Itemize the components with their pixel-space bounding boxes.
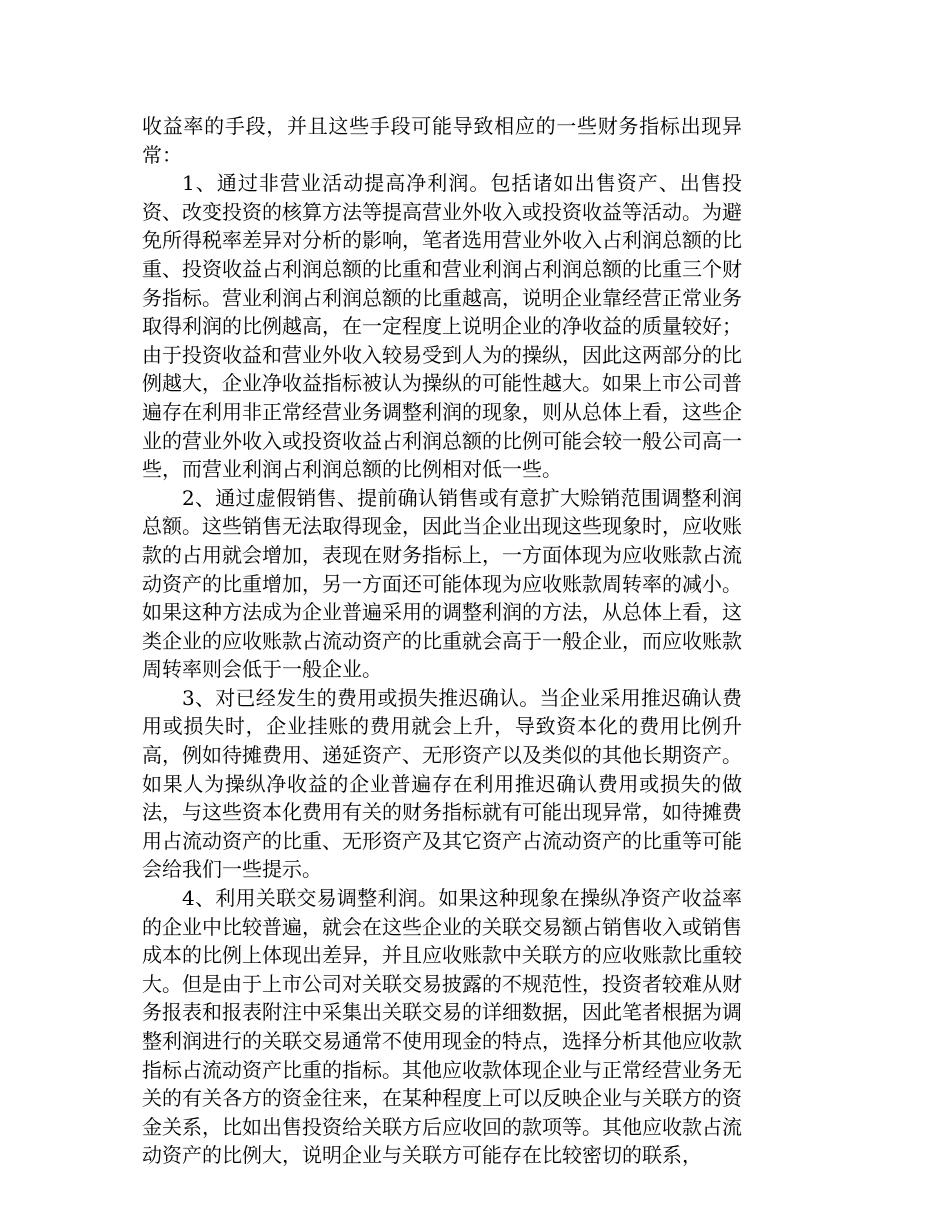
paragraph-item-1: 1、通过非营业活动提高净利润。包括诸如出售资产、出售投资、改变投资的核算方法等提高营业外收入或投资收益等活动。为避免所得税率差异对分析的影响，笔者选用营业外收入占利润总额的比重、投资收益占利润总额的比重和营业利润占利润总额的比重三个财务指标。营业利润占利润总额的比重越高，说明企业靠经营正常业务取得利润的比例越高，在一定程度上说明企业的净收益的质量较好；由于投资收益和营业外收入较易受到人为的操纵，因此这两部分的比例越大，企业净收益指标被认为操纵的可能性越大。如果上市公司普遍存在利用非正常经营业务调整利润的现象，则从总体上看，这些企业的营业外收入或投资收益占利润总额的比例可能会较一般公司高一些，而营业利润占利润总额的比例相对低一些。 [142,171,742,482]
paragraph-item-3: 3、对已经发生的费用或损失推迟确认。当企业采用推迟确认费用或损失时，企业挂账的费用就会上升，导致资本化的费用比例升高，例如待摊费用、递延资产、无形资产以及类似的其他长期资产。如果人为操纵净收益的企业普遍存在利用推迟确认费用或损失的做法，与这些资本化费用有关的财务指标就有可能出现异常，如待摊费用占流动资产的比重、无形资产及其它资产占流动资产的比重等可能会给我们一些提示。 [142,685,742,882]
paragraph-item-4: 4、利用关联交易调整利润。如果这种现象在操纵净资产收益率的企业中比较普遍，就会在这些企业的关联交易额占销售收入或销售成本的比例上体现出差异，并且应收账款中关联方的应收账款比重较大。但是由于上市公司对关联交易披露的不规范性，投资者较难从财务报表和报表附注中采集出关联交易的详细数据，因此笔者根据为调整利润进行的关联交易通常不使用现金的特点，选择分析其他应收款指标占流动资产比重的指标。其他应收款体现企业与正常经营业务无关的有关各方的资金往来，在某种程度上可以反映企业与关联方的资金关系，比如出售投资给关联方后应收回的款项等。其他应收款占流动资产的比例大，说明企业与关联方可能存在比较密切的联系， [142,886,742,1168]
document-body [142,112,742,1170]
paragraph-item-2: 2、通过虚假销售、提前确认销售或有意扩大赊销范围调整利润总额。这些销售无法取得现金，因此当企业出现这些现象时，应收账款的占用就会增加，表现在财务指标上，一方面体现为应收账款占流动资产的比重增加，另一方面还可能体现为应收账款周转率的减小。如果这种方法成为企业普遍采用的调整利润的方法，从总体上看，这类企业的应收账款占流动资产的比重就会高于一般企业，而应收账款周转率则会低于一般企业。 [142,485,742,682]
paragraph-continuation: 收益率的手段，并且这些手段可能导致相应的一些财务指标出现异常： [142,114,742,167]
